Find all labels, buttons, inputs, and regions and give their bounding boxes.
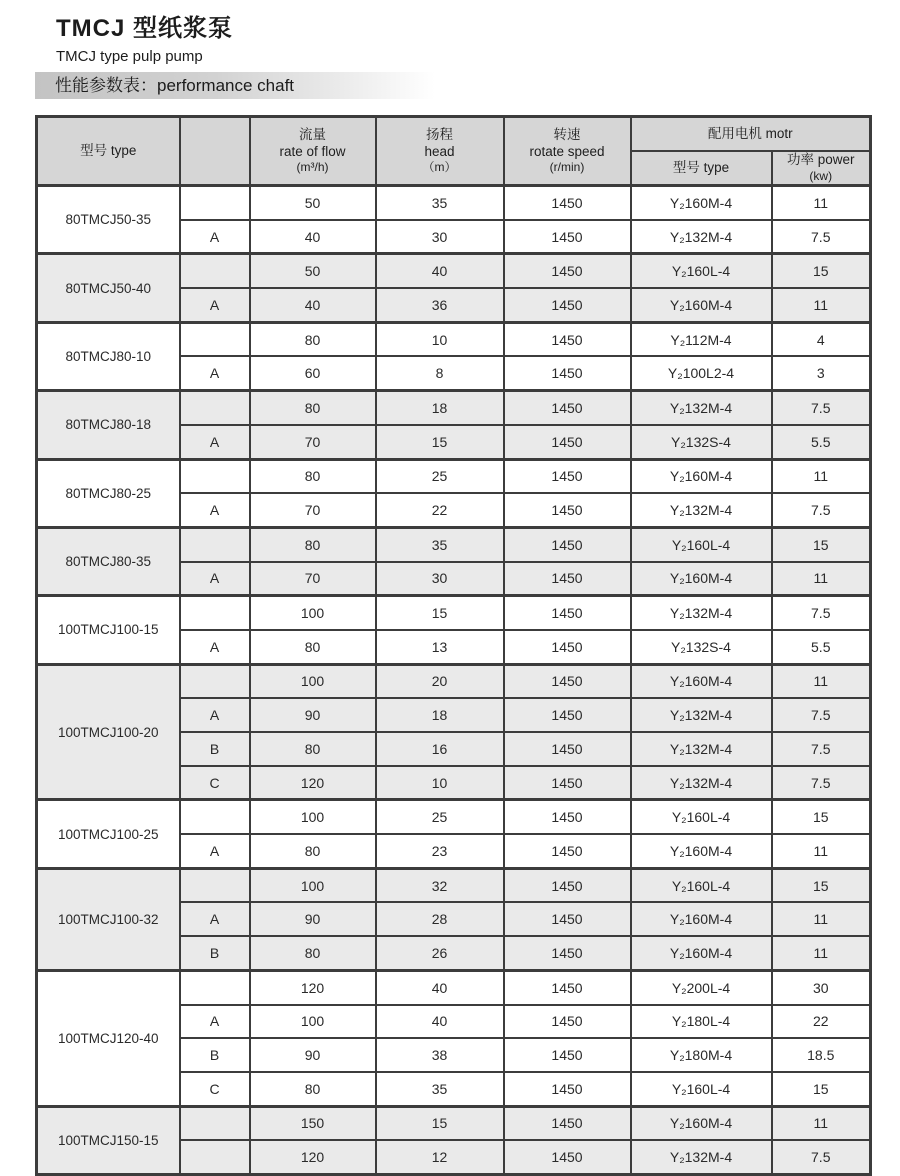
head-cell: 36 [376, 288, 504, 322]
speed-cell: 1450 [504, 630, 631, 664]
performance-table-body [37, 186, 871, 1175]
speed-cell: 1450 [504, 1106, 631, 1140]
variant-cell [180, 596, 250, 630]
flow-cell: 120 [250, 1140, 376, 1174]
model-cell: 80TMCJ80-35 [37, 527, 180, 595]
motor-cell: Y₂160M-4 [631, 186, 772, 220]
motor-cell: Y₂132M-4 [631, 732, 772, 766]
model-cell: 100TMCJ100-20 [37, 664, 180, 800]
power-cell: 7.5 [772, 1140, 871, 1174]
motor-cell: Y₂160L-4 [631, 800, 772, 834]
motor-cell: Y₂132M-4 [631, 596, 772, 630]
table-row [37, 1106, 871, 1140]
motor-cell: Y₂180M-4 [631, 1038, 772, 1072]
speed-cell: 1450 [504, 1038, 631, 1072]
head-cell: 15 [376, 1106, 504, 1140]
head-cell: 40 [376, 1005, 504, 1039]
motor-cell: Y₂160M-4 [631, 936, 772, 970]
head-cell: 16 [376, 732, 504, 766]
model-cell: 80TMCJ80-25 [37, 459, 180, 527]
flow-cell: 80 [250, 630, 376, 664]
model-cell: 80TMCJ50-35 [37, 186, 180, 254]
flow-header-cn: 流量 [299, 126, 326, 142]
power-cell: 11 [772, 459, 871, 493]
variant-cell: B [180, 732, 250, 766]
flow-cell: 100 [250, 1005, 376, 1039]
model-cell: 80TMCJ80-18 [37, 391, 180, 459]
table-row [37, 596, 871, 630]
speed-cell: 1450 [504, 664, 631, 698]
flow-cell: 70 [250, 562, 376, 596]
variant-cell: A [180, 356, 250, 390]
table-row [37, 254, 871, 288]
variant-cell [180, 322, 250, 356]
model-cell: 100TMCJ120-40 [37, 970, 180, 1106]
variant-cell [180, 1140, 250, 1174]
power-cell: 11 [772, 902, 871, 936]
flow-cell: 80 [250, 459, 376, 493]
motor-cell: Y₂160M-4 [631, 459, 772, 493]
head-cell: 38 [376, 1038, 504, 1072]
motor-cell: Y₂160M-4 [631, 562, 772, 596]
speed-cell: 1450 [504, 527, 631, 561]
flow-cell: 80 [250, 527, 376, 561]
speed-cell: 1450 [504, 322, 631, 356]
variant-cell: C [180, 1072, 250, 1106]
table-header [37, 117, 871, 186]
speed-cell: 1450 [504, 868, 631, 902]
variant-cell: A [180, 834, 250, 868]
table-row [37, 322, 871, 356]
variant-cell: A [180, 698, 250, 732]
power-cell: 30 [772, 970, 871, 1004]
speed-cell: 1450 [504, 459, 631, 493]
power-header-unit: (kw) [809, 168, 833, 183]
variant-cell [180, 186, 250, 220]
speed-cell: 1450 [504, 493, 631, 527]
variant-cell [180, 800, 250, 834]
head-cell: 26 [376, 936, 504, 970]
motor-cell: Y₂160L-4 [631, 1072, 772, 1106]
flow-cell: 80 [250, 732, 376, 766]
speed-header-unit: (r/min) [549, 160, 585, 175]
flow-header-en: rate of flow [279, 143, 346, 159]
motor-cell: Y₂160L-4 [631, 527, 772, 561]
motor-cell: Y₂160M-4 [631, 664, 772, 698]
head-cell: 18 [376, 391, 504, 425]
power-cell: 7.5 [772, 493, 871, 527]
table-row [37, 800, 871, 834]
power-cell: 7.5 [772, 766, 871, 800]
power-cell: 7.5 [772, 732, 871, 766]
power-cell: 5.5 [772, 425, 871, 459]
flow-cell: 100 [250, 800, 376, 834]
power-cell: 11 [772, 834, 871, 868]
flow-cell: 80 [250, 1072, 376, 1106]
power-cell: 11 [772, 186, 871, 220]
head-cell: 13 [376, 630, 504, 664]
table-row [37, 186, 871, 220]
power-cell: 15 [772, 1072, 871, 1106]
model-cell: 100TMCJ150-15 [37, 1106, 180, 1174]
speed-cell: 1450 [504, 698, 631, 732]
head-cell: 35 [376, 186, 504, 220]
motor-cell: Y₂132M-4 [631, 220, 772, 254]
model-cell: 80TMCJ80-10 [37, 322, 180, 390]
speed-cell: 1450 [504, 220, 631, 254]
header-row-top [37, 117, 871, 152]
motor-cell: Y₂160M-4 [631, 902, 772, 936]
motor-cell: Y₂200L-4 [631, 970, 772, 1004]
speed-cell: 1450 [504, 732, 631, 766]
flow-cell: 90 [250, 1038, 376, 1072]
power-cell: 5.5 [772, 630, 871, 664]
flow-cell: 60 [250, 356, 376, 390]
head-cell: 10 [376, 766, 504, 800]
head-cell: 28 [376, 902, 504, 936]
power-cell: 4 [772, 322, 871, 356]
variant-cell: A [180, 630, 250, 664]
variant-cell: A [180, 1005, 250, 1039]
variant-cell [180, 970, 250, 1004]
motor-cell: Y₂132M-4 [631, 698, 772, 732]
motor-cell: Y₂160M-4 [631, 1106, 772, 1140]
model-cell: 100TMCJ100-25 [37, 800, 180, 868]
head-cell: 23 [376, 834, 504, 868]
variant-cell: B [180, 1038, 250, 1072]
head-cell: 8 [376, 356, 504, 390]
speed-cell: 1450 [504, 834, 631, 868]
flow-cell: 70 [250, 425, 376, 459]
motor-cell: Y₂160L-4 [631, 254, 772, 288]
motor-cell: Y₂132S-4 [631, 425, 772, 459]
section-header: 性能参数表：performance chaft [35, 72, 435, 99]
motor-cell: Y₂160M-4 [631, 288, 772, 322]
speed-cell: 1450 [504, 766, 631, 800]
head-cell: 25 [376, 459, 504, 493]
power-cell: 7.5 [772, 596, 871, 630]
table-row [37, 664, 871, 698]
power-cell: 15 [772, 800, 871, 834]
page-title: TMCJ 型纸浆泵 [56, 15, 233, 42]
head-cell: 32 [376, 868, 504, 902]
power-cell: 15 [772, 868, 871, 902]
speed-header-en: rotate speed [529, 143, 605, 159]
variant-cell: A [180, 220, 250, 254]
col-header-variant [180, 117, 250, 186]
speed-cell: 1450 [504, 356, 631, 390]
speed-cell: 1450 [504, 288, 631, 322]
flow-cell: 70 [250, 493, 376, 527]
variant-cell: A [180, 425, 250, 459]
flow-cell: 90 [250, 698, 376, 732]
speed-cell: 1450 [504, 936, 631, 970]
head-cell: 25 [376, 800, 504, 834]
flow-cell: 100 [250, 596, 376, 630]
motor-cell: Y₂180L-4 [631, 1005, 772, 1039]
motor-cell: Y₂132M-4 [631, 493, 772, 527]
power-cell: 11 [772, 936, 871, 970]
speed-cell: 1450 [504, 425, 631, 459]
flow-cell: 40 [250, 288, 376, 322]
model-cell: 80TMCJ50-40 [37, 254, 180, 322]
variant-cell [180, 527, 250, 561]
head-header-en: head [424, 143, 455, 159]
table-row [37, 391, 871, 425]
flow-cell: 90 [250, 902, 376, 936]
motor-cell: Y₂112M-4 [631, 322, 772, 356]
head-cell: 35 [376, 527, 504, 561]
power-cell: 11 [772, 288, 871, 322]
power-cell: 15 [772, 527, 871, 561]
page-subtitle: TMCJ type pulp pump [56, 48, 203, 65]
power-cell: 11 [772, 1106, 871, 1140]
model-cell: 100TMCJ100-32 [37, 868, 180, 970]
flow-cell: 80 [250, 391, 376, 425]
motor-cell: Y₂160L-4 [631, 868, 772, 902]
speed-cell: 1450 [504, 254, 631, 288]
power-cell: 11 [772, 664, 871, 698]
motor-cell: Y₂132M-4 [631, 1140, 772, 1174]
col-header-motor-group: 配用电机 motr [631, 117, 871, 152]
flow-cell: 120 [250, 970, 376, 1004]
head-cell: 12 [376, 1140, 504, 1174]
flow-cell: 80 [250, 322, 376, 356]
col-header-motor-model: 型号 type [631, 151, 772, 186]
head-cell: 30 [376, 562, 504, 596]
flow-cell: 120 [250, 766, 376, 800]
head-cell: 15 [376, 425, 504, 459]
flow-header-unit: (m³/h) [296, 160, 329, 175]
speed-cell: 1450 [504, 596, 631, 630]
head-cell: 40 [376, 254, 504, 288]
head-cell: 20 [376, 664, 504, 698]
flow-cell: 150 [250, 1106, 376, 1140]
speed-cell: 1450 [504, 1140, 631, 1174]
variant-cell: A [180, 562, 250, 596]
variant-cell: A [180, 902, 250, 936]
variant-cell [180, 459, 250, 493]
power-header-label: 功率 power [786, 152, 855, 168]
variant-cell: B [180, 936, 250, 970]
variant-cell: C [180, 766, 250, 800]
table-row [37, 459, 871, 493]
speed-header-cn: 转速 [553, 126, 581, 142]
flow-cell: 40 [250, 220, 376, 254]
power-cell: 3 [772, 356, 871, 390]
head-cell: 18 [376, 698, 504, 732]
power-cell: 7.5 [772, 391, 871, 425]
speed-cell: 1450 [504, 970, 631, 1004]
power-cell: 11 [772, 562, 871, 596]
motor-cell: Y₂132M-4 [631, 766, 772, 800]
col-header-flow [250, 117, 376, 186]
table-row [37, 970, 871, 1004]
table-row [37, 868, 871, 902]
speed-cell: 1450 [504, 1005, 631, 1039]
speed-cell: 1450 [504, 562, 631, 596]
performance-table [35, 115, 872, 1176]
head-cell: 40 [376, 970, 504, 1004]
model-cell: 100TMCJ100-15 [37, 596, 180, 664]
speed-cell: 1450 [504, 186, 631, 220]
variant-cell [180, 868, 250, 902]
variant-cell: A [180, 288, 250, 322]
variant-cell: A [180, 493, 250, 527]
head-cell: 30 [376, 220, 504, 254]
col-header-motor-power [772, 151, 871, 186]
flow-cell: 50 [250, 254, 376, 288]
head-cell: 10 [376, 322, 504, 356]
head-cell: 35 [376, 1072, 504, 1106]
speed-cell: 1450 [504, 800, 631, 834]
col-header-model: 型号 type [37, 117, 180, 186]
table-row [37, 527, 871, 561]
variant-cell [180, 391, 250, 425]
head-header-unit: （m） [422, 160, 457, 175]
variant-cell [180, 1106, 250, 1140]
head-header-cn: 扬程 [426, 126, 453, 142]
power-cell: 7.5 [772, 220, 871, 254]
motor-cell: Y₂100L2-4 [631, 356, 772, 390]
speed-cell: 1450 [504, 902, 631, 936]
power-cell: 22 [772, 1005, 871, 1039]
speed-cell: 1450 [504, 391, 631, 425]
power-cell: 7.5 [772, 698, 871, 732]
col-header-head [376, 117, 504, 186]
flow-cell: 50 [250, 186, 376, 220]
motor-cell: Y₂132S-4 [631, 630, 772, 664]
head-cell: 15 [376, 596, 504, 630]
flow-cell: 80 [250, 936, 376, 970]
motor-cell: Y₂132M-4 [631, 391, 772, 425]
power-cell: 15 [772, 254, 871, 288]
col-header-speed [504, 117, 631, 186]
flow-cell: 100 [250, 868, 376, 902]
document-page [0, 8, 900, 1166]
flow-cell: 100 [250, 664, 376, 698]
flow-cell: 80 [250, 834, 376, 868]
head-cell: 22 [376, 493, 504, 527]
variant-cell [180, 254, 250, 288]
power-cell: 18.5 [772, 1038, 871, 1072]
variant-cell [180, 664, 250, 698]
speed-cell: 1450 [504, 1072, 631, 1106]
motor-cell: Y₂160M-4 [631, 834, 772, 868]
